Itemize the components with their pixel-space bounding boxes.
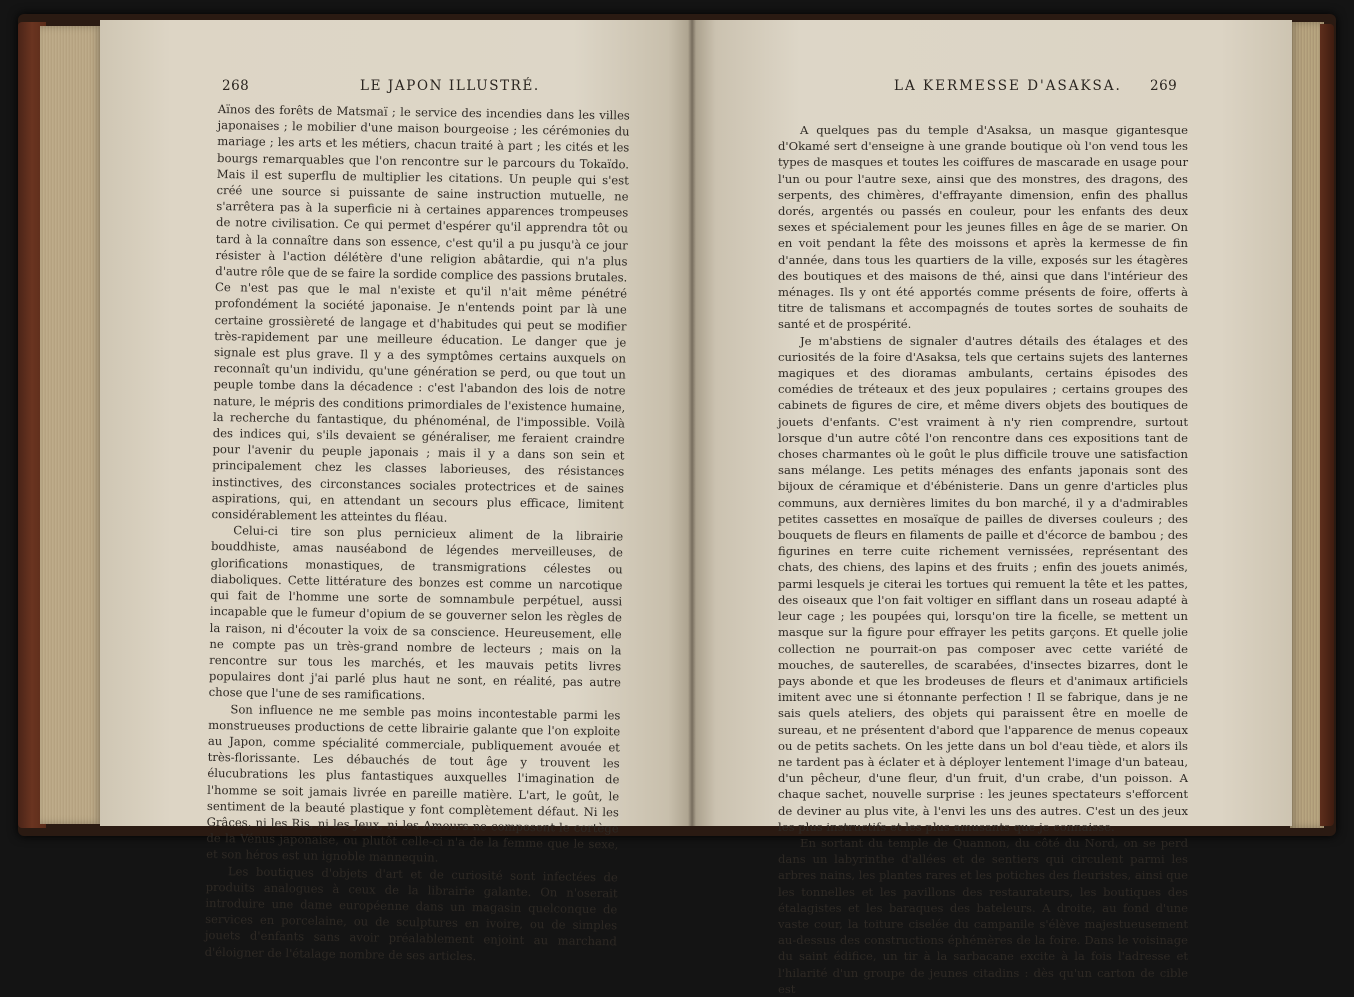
left-page-number: 268 [222, 78, 250, 94]
right-running-title: LA KERMESSE D'ASAKSA. [894, 78, 1122, 94]
left-paragraph-2: Celui-ci tire son plus pernicieux aliment de la librairie bouddhiste, amas nauséabond de légendes merveilleuses, de glorifications monastiques, de transmigrations célestes ou diaboliques. Cette littérature des bonzes est comme un narcotique qui fait de l'homme une sorte de somnambule perpétuel, aussi incapable que le fumeur d'opium de se gouverner selon les règles de la raison, ni d'écouter la voix de sa conscience. Heureusement, elle ne compte pas un très-grand nombre de lecteurs ; mais on la rencontre sur tous les marchés, et les mauvais petits livres populaires dont j'ai parlé plus haut ne sont, en réalité, pas autre chose que l'une de ses ramifications. [208, 523, 624, 703]
right-page-number: 269 [1150, 78, 1178, 94]
page-stack-right [1290, 22, 1324, 828]
left-page-text [205, 101, 630, 966]
left-paragraph-3: Son influence ne me semble pas moins incontestable parmi les monstrueuses productions de cette librairie galante que l'on exploite au Japon, comme spécialité commerciale, publiquement avouée et très-florissante. Les débauchés de tout âge y trouvent les élucubrations les plus fantastiques auxquelles l'imagination de l'homme se soit jamais livrée en pareille matière. L'art, le goût, le sentiment de la beauté plastique y font complètement défaut. Ni les Grâces, ni les Ris, ni les Jeux, ni les Amours ne composent le cortège de la Vénus japonaise, ou plutôt celle-ci n'a de la femme que le sexe, et son héros est un ignoble mannequin. [206, 701, 621, 865]
left-paragraph-1: Aïnos des forêts de Matsmaï ; le service des incendies dans les villes japonaises ; le mobilier d'une maison bourgeoise ; les cérémonies du mariage ; les arts et les métiers, chacun traité à part ; les cités et les bourgs remarquables que l'on rencontre sur le parcours du Tokaïdo. Mais il est superflu de multiplier les citations. Un peuple qui s'est créé une source si puissante de saine instruction mutuelle, ne s'arrêtera pas à la superficie ni à certaines apparences trompeuses de notre civilisation. Ce qui permet d'espérer qu'il apprendra tôt ou tard à la connaître dans son essence, c'est qu'il a pu jusqu'à ce jour résister à l'action délétère d'une religion abâtardie, qui n'a plus d'autre rôle que de se faire la sordide complice des passions brutales. Ce n'est pas que le mal n'existe et qu'il n'ait même pénétré profondément la société japonaise. Je n'entends point par là une certaine grossièreté de langage et d'habitudes qui peut se modifier très-rapidement par une meilleure éducation. Le danger que je signale est plus grave. Il y a des symptômes certains auxquels on reconnaît qu'un individu, qu'une génération se perd, ou que tout un peuple tombe dans la décadence : c'est l'abandon des lois de notre nature, le mépris des conditions primordiales de l'existence humaine, la recherche du fantastique, du phénoménal, de l'impossible. Voilà des indices qui, s'ils devaient se généraliser, me feraient craindre pour l'avenir du peuple japonais ; mais il y a dans son sein et principalement chez les classes laborieuses, des résistances instinctives, des circonstances sociales protectrices et de saines aspirations, qui, en attendant un secours plus efficace, limitent considérablement les atteintes du fléau. [211, 101, 630, 525]
right-page-text [778, 122, 1188, 997]
right-paragraph-1: A quelques pas du temple d'Asaksa, un masque gigantesque d'Okamé sert d'enseigne à une grande boutique où l'on vend tous les types de masques et toutes les coiffures de mascarade en usage pour l'un ou pour l'autre sexe, ainsi que des monstres, des dragons, des serpents, des chimères, d'effrayante dimension, enfin des phallus dorés, argentés ou passés en couleur, pour les enfants des deux sexes et spécialement pour les jeunes filles en âge de se marier. On en voit pendant la fête des moissons et après la kermesse de fin d'année, dans tous les quartiers de la ville, exposés sur les étagères des boutiques et des maisons de thé, ainsi que dans l'intérieur des ménages. Ils y ont été apportés comme présents de foire, offerts à titre de talismans et accompagnés de toutes sortes de souhaits de santé et de prospérité. [778, 123, 1188, 332]
page-stack-left [40, 26, 102, 824]
left-paragraph-4: Les boutiques d'objets d'art et de curiosité sont infectées de produits analogues à ceux de la librairie galante. On n'oserait introduire une dame européenne dans un magasin quelconque de services en porcelaine, ou de sculptures en ivoire, ou de simples jouets d'enfants sans avoir préalablement enjoint au marchand d'éloigner de l'étalage nombre de ses articles. [204, 863, 618, 963]
book-gutter [688, 20, 696, 826]
right-paragraph-3: En sortant du temple de Quannon, du côté du Nord, on se perd dans un labyrinthe d'allées et de sentiers qui circulent parmi les arbres nains, les plantes rares et les potiches des fleuristes, ainsi que les tonnelles et les pavillons des restaurateurs, les boutiques des étalagistes et les baraques des bateleurs. A droite, au fond d'une vaste cour, la toiture ciselée du campanile s'élève majestueusement au-dessus des constructions éphémères de la foire. Dans le voisinage du saint édifice, un tir à la sarbacane excite à la fois l'adresse et l'hilarité d'un groupe de jeunes citadins : dès qu'un carton de cible est [778, 835, 1188, 996]
right-paragraph-2: Je m'abstiens de signaler d'autres détails des étalages et des curiosités de la foire d'Asaksa, tels que certains sujets des lanternes magiques et des dioramas ambulants, certains épisodes des comédies de tréteaux et des jeux populaires ; certains groupes des cabinets de figures de cire, et même divers objets des boutiques de jouets d'enfants. C'est vraiment à n'y rien comprendre, surtout lorsque d'un autre côté l'on rencontre dans ces expositions tant de choses charmantes où le goût le plus difficile trouve une satisfaction sans mélange. Les petits ménages des enfants japonais sont des bijoux de céramique et d'ébénisterie. Dans un genre d'articles plus communs, aux dernières limites du bon marché, il y a d'admirables petites cassettes en mosaïque de pailles de diverses couleurs ; des bouquets de fleurs en filaments de paille et d'écorce de bambou ; des figurines en terre cuite richement vernissées, représentant des chats, des chiens, des lapins et des fruits ; enfin des jouets animés, parmi lesquels je citerai les tortues qui remuent la tête et les pattes, des oiseaux que l'on fait voltiger en sifflant dans un roseau adapté à leur cage ; les poupées qui, lorsqu'on tire la ficelle, se mettent un masque sur la figure pour effrayer les petits garçons. Et quelle jolie collection ne pourrait-on pas composer avec cette variété de mouches, de sauterelles, de scarabées, d'insectes bizarres, dont le pays abonde et que les brodeuses de fleurs et d'animaux artificiels imitent avec une si étonnante perfection ! Il se fabrique, dans je ne sais quels ateliers, des objets qui paraissent être en moelle de sureau, et ne présentent d'abord que l'apparence de menus copeaux ou de petits sachets. On les jette dans un bol d'eau tiède, et alors ils ne tardent pas à éclater et à déployer lentement l'image d'un bateau, d'un pêcheur, d'une fleur, d'un fruit, d'un crabe, d'un poisson. A chaque sachet, nouvelle surprise : les jeunes spectateurs s'efforcent de deviner au plus vite, à l'envi les uns des autres. C'est un des jeux les plus instructifs et les plus amusants que je connaisse. [778, 333, 1188, 834]
book-cover-right-edge [1320, 24, 1334, 826]
left-running-title: LE JAPON ILLUSTRÉ. [360, 78, 540, 94]
